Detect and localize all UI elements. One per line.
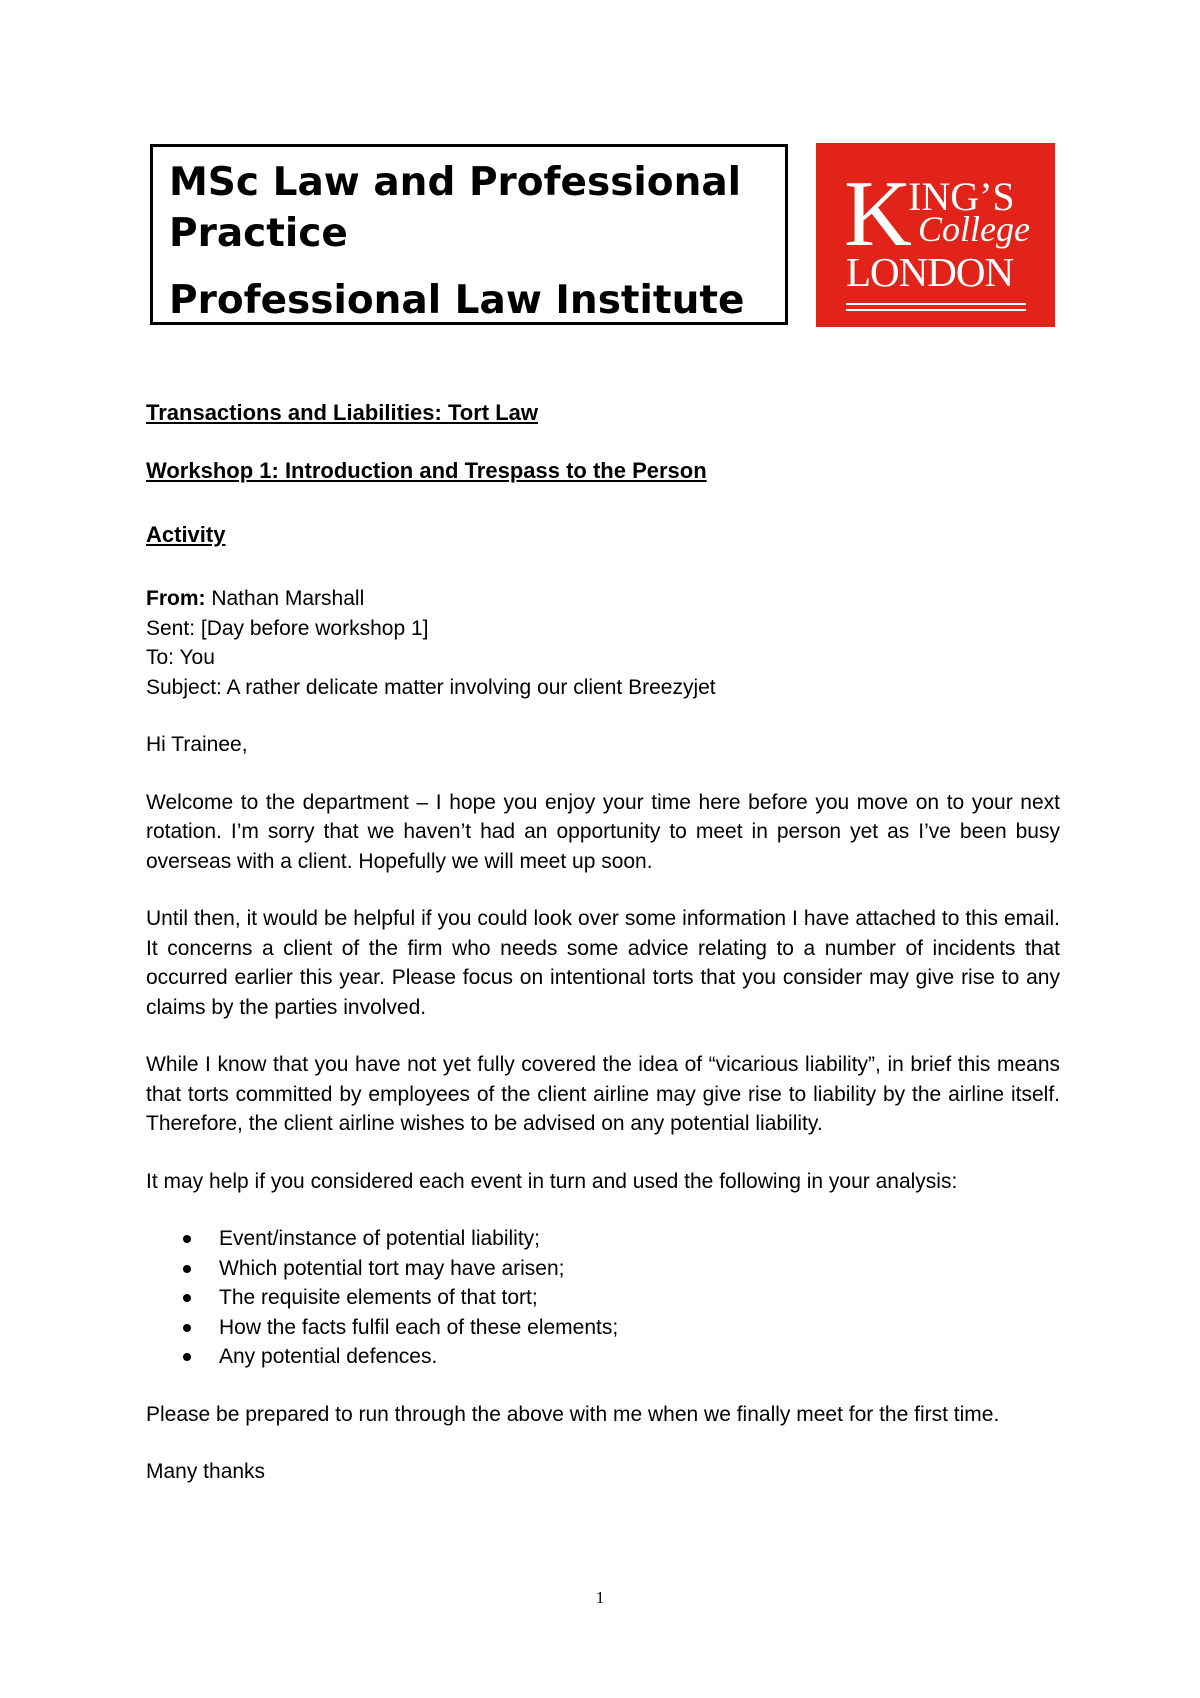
title-line-1: MSc Law and Professional [169,160,742,205]
bullet-icon [183,1353,191,1361]
paragraph-5: Please be prepared to run through the above with me when we finally meet for the first time. [146,1402,1000,1426]
bullet-icon [183,1235,191,1243]
list-item: Which potential tort may have arisen; [146,1254,1060,1284]
page-number: 1 [595,1588,605,1607]
signoff: Many thanks [146,1460,266,1483]
paragraph-1: Welcome to the department – I hope you enjoy your time here before you move on to your next rotation. I’m sorry that we haven’t had an opportunity to meet in person yet as I’ve been busy overseas with a client. Hopefully we will meet up soon. [146,790,1060,873]
greeting: Hi Trainee, [146,733,248,756]
bullet-icon [183,1294,191,1302]
logo-college: College [918,209,1030,249]
logo-bar-top [846,303,1026,305]
title-box [150,144,788,325]
activity-heading: Activity [146,522,226,547]
email-to: To: You [146,646,215,669]
logo-ings: ING’S [908,174,1015,219]
logo-k: K [844,162,912,266]
list-item: Any potential defences. [146,1342,1060,1372]
analysis-list [146,1224,1060,1372]
kings-college-london-logo [816,143,1055,327]
email-from [146,584,1060,614]
list-item: The requisite elements of that tort; [146,1283,1060,1313]
paragraph-2: Until then, it would be helpful if you could look over some information I have attached to this email. It concerns a client of the firm who needs some advice relating to a number of incidents that occurred earlier this year. Please focus on intentional torts that you consider may give rise to any claims by the parties involved. [146,907,1060,1019]
title-line-3: Professional Law Institute [169,278,745,323]
list-item: Event/instance of potential liability; [146,1224,1060,1254]
from-value: Nathan Marshall [205,587,365,610]
email-header [146,584,1060,702]
logo-london: LONDON [846,249,1014,295]
workshop-heading: Workshop 1: Introduction and Trespass to the Person [146,458,707,483]
email-subject: Subject: A rather delicate matter involving our client Breezyjet [146,675,716,699]
title-line-2: Practice [169,211,348,256]
logo-bar-bottom [846,309,1026,311]
from-label: From: [146,587,206,610]
bullet-icon [183,1324,191,1332]
document-content [146,398,1060,1487]
email-sent: Sent: [Day before workshop 1] [146,616,429,640]
paragraph-3: While I know that you have not yet fully covered the idea of “vicarious liability”, in brief this means that torts committed by employees of the client airline may give rise to liability by the airline itself. Therefore, the client airline wishes to be advised on any potential liability. [146,1053,1060,1135]
course-heading: Transactions and Liabilities: Tort Law [146,400,538,425]
paragraph-4: It may help if you considered each event in turn and used the following in your analysis: [146,1169,958,1193]
list-item: How the facts fulfil each of these elements; [146,1313,1060,1343]
bullet-icon [183,1265,191,1273]
